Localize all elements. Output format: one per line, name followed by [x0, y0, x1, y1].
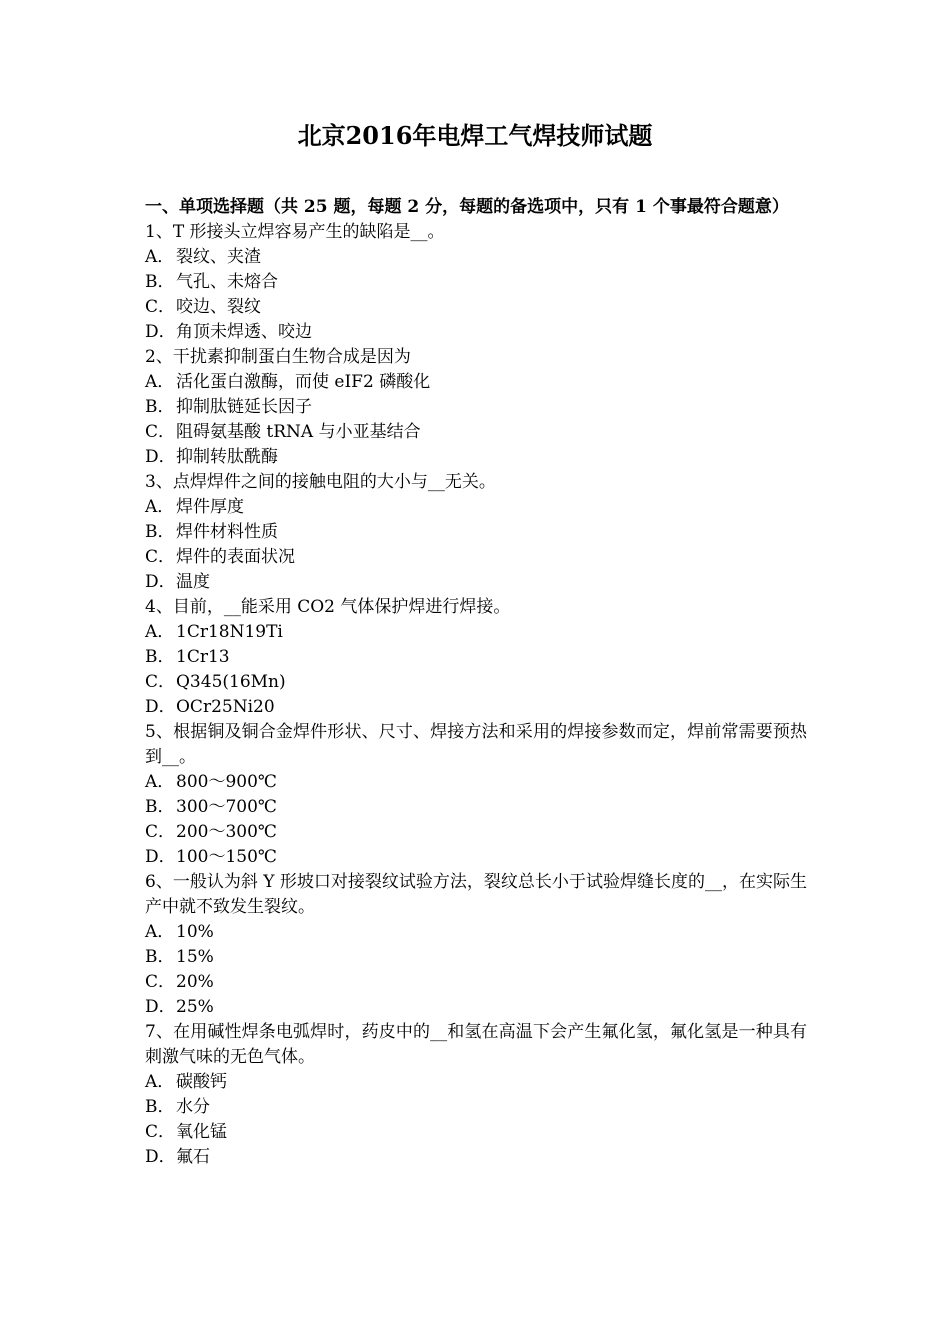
option-text: 焊件的表面状况	[176, 547, 295, 567]
option-letter: C．	[145, 972, 176, 992]
option-letter: C．	[145, 422, 176, 442]
option-text: 300～700℃	[176, 797, 277, 817]
option-text: 角顶未焊透、咬边	[176, 322, 312, 342]
option-letter: A．	[145, 497, 175, 517]
question-4-option-c	[145, 670, 807, 695]
option-text: 10%	[176, 922, 214, 942]
option-text: 抑制转肽酰酶	[176, 447, 278, 467]
question-7-option-d	[145, 1145, 807, 1170]
question-3-option-a	[145, 495, 807, 520]
question-7-option-a	[145, 1070, 807, 1095]
document-body	[145, 195, 807, 1170]
option-letter: A．	[145, 772, 175, 792]
question-1-option-d	[145, 320, 807, 345]
question-2-option-b	[145, 395, 807, 420]
option-letter: B．	[145, 647, 175, 667]
option-letter: C．	[145, 547, 176, 567]
option-letter: D．	[145, 997, 176, 1017]
question-4-option-a	[145, 620, 807, 645]
option-letter: B．	[145, 947, 175, 967]
question-5-option-c	[145, 820, 807, 845]
option-text: 20%	[176, 972, 214, 992]
option-letter: D．	[145, 1147, 176, 1167]
option-text: 800～900℃	[176, 772, 277, 792]
question-7-option-b	[145, 1095, 807, 1120]
question-7-option-c	[145, 1120, 807, 1145]
option-text: 氧化锰	[176, 1122, 227, 1142]
option-letter: D．	[145, 847, 176, 867]
option-text: 活化蛋白激酶，而使 eIF2 磷酸化	[176, 372, 431, 392]
option-text: 碳酸钙	[176, 1072, 227, 1092]
option-text: Q345(16Mn)	[176, 672, 286, 692]
question-5-option-a	[145, 770, 807, 795]
question-7: 7、在用碱性焊条电弧焊时，药皮中的__和氢在高温下会产生氟化氢，氟化氢是一种具有刺激气味的无色气体。	[145, 1022, 807, 1067]
option-letter: D．	[145, 447, 176, 467]
question-4: 4、目前，__能采用 CO2 气体保护焊进行焊接。	[145, 597, 511, 617]
question-2-option-d	[145, 445, 807, 470]
question-1-option-b	[145, 270, 807, 295]
question-3-option-c	[145, 545, 807, 570]
option-letter: D．	[145, 322, 176, 342]
option-letter: C．	[145, 297, 176, 317]
option-text: OCr25Ni20	[176, 697, 275, 717]
option-letter: C．	[145, 672, 176, 692]
option-text: 1Cr18N19Ti	[176, 622, 283, 642]
question-6-option-d	[145, 995, 807, 1020]
option-text: 200～300℃	[176, 822, 277, 842]
option-text: 1Cr13	[176, 647, 230, 667]
question-3-option-b	[145, 520, 807, 545]
option-letter: C．	[145, 822, 176, 842]
question-3: 3、点焊焊件之间的接触电阻的大小与__无关。	[145, 472, 496, 492]
option-text: 温度	[176, 572, 210, 592]
option-text: 气孔、未熔合	[176, 272, 278, 292]
option-letter: B．	[145, 797, 175, 817]
option-text: 氟石	[176, 1147, 210, 1167]
question-4-option-b	[145, 645, 807, 670]
question-6-option-a	[145, 920, 807, 945]
option-letter: A．	[145, 922, 175, 942]
question-1-option-c	[145, 295, 807, 320]
question-6-option-c	[145, 970, 807, 995]
option-text: 15%	[176, 947, 214, 967]
option-text: 焊件厚度	[176, 497, 244, 517]
option-text: 咬边、裂纹	[176, 297, 261, 317]
option-text: 阻碍氨基酸 tRNA 与小亚基结合	[176, 422, 421, 442]
option-letter: B．	[145, 522, 175, 542]
question-5: 5、根据铜及铜合金焊件形状、尺寸、焊接方法和采用的焊接参数而定，焊前常需要预热到__。	[145, 722, 807, 767]
question-2: 2、干扰素抑制蛋白生物合成是因为	[145, 347, 411, 367]
question-2-option-a	[145, 370, 807, 395]
document-title: 北京2016年电焊工气焊技师试题	[297, 121, 653, 150]
option-letter: A．	[145, 247, 175, 267]
option-letter: A．	[145, 372, 175, 392]
question-6: 6、一般认为斜 Y 形坡口对接裂纹试验方法，裂纹总长小于试验焊缝长度的__，在实际生产中就不致发生裂纹。	[145, 872, 807, 917]
option-text: 100～150℃	[176, 847, 277, 867]
question-4-option-d	[145, 695, 807, 720]
option-text: 抑制肽链延长因子	[176, 397, 312, 417]
question-2-option-c	[145, 420, 807, 445]
question-6-option-b	[145, 945, 807, 970]
option-letter: A．	[145, 1072, 175, 1092]
question-1-option-a	[145, 245, 807, 270]
section-heading: 一、单项选择题（共 25 题，每题 2 分，每题的备选项中，只有 1 个事最符合题意）	[145, 197, 789, 217]
option-letter: B．	[145, 272, 175, 292]
option-text: 裂纹、夹渣	[176, 247, 261, 267]
option-text: 25%	[176, 997, 214, 1017]
option-letter: B．	[145, 397, 175, 417]
question-5-option-d	[145, 845, 807, 870]
question-3-option-d	[145, 570, 807, 595]
option-letter: C．	[145, 1122, 176, 1142]
option-text: 水分	[176, 1097, 210, 1117]
option-letter: B．	[145, 1097, 175, 1117]
option-letter: A．	[145, 622, 175, 642]
option-text: 焊件材料性质	[176, 522, 278, 542]
option-letter: D．	[145, 697, 176, 717]
question-5-option-b	[145, 795, 807, 820]
question-1: 1、T 形接头立焊容易产生的缺陷是__。	[145, 222, 445, 242]
option-letter: D．	[145, 572, 176, 592]
